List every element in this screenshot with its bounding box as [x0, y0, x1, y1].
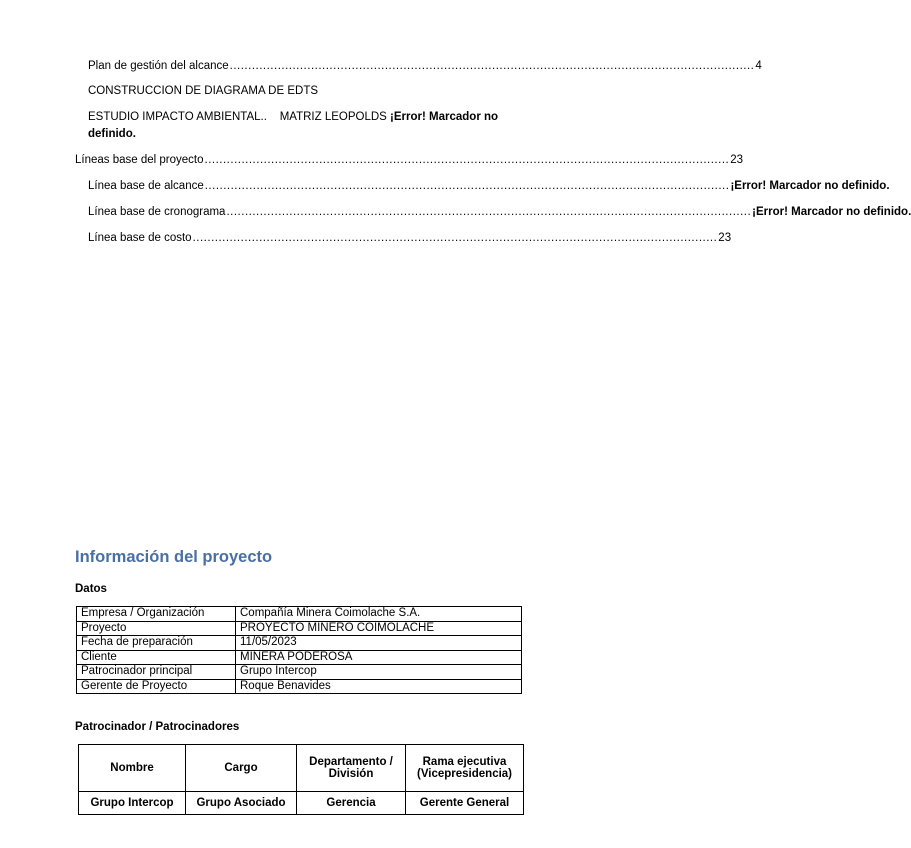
toc-entry-construccion[interactable]: CONSTRUCCION DE DIAGRAMA DE EDTS — [88, 85, 319, 97]
datos-table — [76, 606, 522, 694]
toc-entry-linea-alcance[interactable] — [88, 179, 890, 193]
toc-entry-linea-cronograma[interactable] — [88, 205, 911, 219]
toc-entry-title: Línea base de cronograma — [88, 206, 226, 218]
datos-value: Grupo Intercop — [236, 665, 522, 680]
toc-error-text: ¡Error! Marcador no definido. — [730, 180, 890, 192]
datos-value: 11/05/2023 — [236, 636, 522, 651]
cell-cargo: Grupo Asociado — [186, 792, 297, 815]
column-header-rama-ejecutiva: Rama ejecutiva (Vicepresidencia) — [406, 745, 524, 792]
datos-key: Gerente de Proyecto — [77, 679, 236, 694]
toc-entry-title: ESTUDIO IMPACTO AMBIENTAL.. MATRIZ LEOPOLDS — [88, 111, 391, 123]
patrocinadores-title: Patrocinador / Patrocinadores — [75, 721, 240, 733]
toc-leader-dots: .............................................................................................................................................. — [226, 206, 752, 218]
toc-entry-linea-costo[interactable] — [88, 231, 732, 245]
datos-key: Empresa / Organización — [77, 607, 236, 622]
table-row — [77, 621, 522, 636]
table-row — [79, 792, 524, 815]
toc-entry-title: Líneas base del proyecto — [75, 154, 204, 166]
toc-entry-title: Plan de gestión del alcance — [88, 60, 229, 72]
toc-entry-lineas-base[interactable] — [75, 153, 744, 167]
table-row — [77, 636, 522, 651]
table-row — [77, 679, 522, 694]
toc-entry-title: Línea base de alcance — [88, 180, 204, 192]
table-row — [77, 650, 522, 665]
column-header-departamento: Departamento / División — [297, 745, 406, 792]
patrocinadores-table — [78, 744, 524, 815]
column-header-nombre: Nombre — [79, 745, 186, 792]
toc-page-number: 23 — [718, 232, 732, 244]
datos-key: Proyecto — [77, 621, 236, 636]
toc-leader-dots: .............................................................................................................................................. — [204, 180, 730, 192]
table-row — [77, 665, 522, 680]
toc-entry-plan-alcance[interactable] — [88, 59, 762, 73]
toc-page-number: 23 — [730, 154, 744, 166]
datos-value: MINERA PODEROSA — [236, 650, 522, 665]
toc-error-text: ¡Error! Marcador no definido. — [752, 206, 911, 218]
toc-leader-dots: .............................................................................................................................................. — [229, 60, 755, 72]
section-title: Información del proyecto — [75, 548, 273, 566]
datos-key: Patrocinador principal — [77, 665, 236, 680]
datos-title: Datos — [75, 583, 107, 595]
toc-entry-estudio[interactable] — [88, 109, 532, 143]
toc-leader-dots: .............................................................................................................................................. — [204, 154, 730, 166]
column-header-cargo: Cargo — [186, 745, 297, 792]
table-header-row — [79, 745, 524, 792]
datos-value: Roque Benavides — [236, 679, 522, 694]
cell-nombre: Grupo Intercop — [79, 792, 186, 815]
toc-entry-title: Línea base de costo — [88, 232, 192, 244]
cell-departamento: Gerencia — [297, 792, 406, 815]
table-row — [77, 607, 522, 622]
datos-value: Compañía Minera Coimolache S.A. — [236, 607, 522, 622]
toc-error-text: ¡Error! Marcador no definido. — [88, 111, 499, 140]
toc-page-number: 4 — [755, 60, 762, 72]
cell-rama-ejecutiva: Gerente General — [406, 792, 524, 815]
toc-leader-dots: .............................................................................................................................................. — [192, 232, 718, 244]
datos-value: PROYECTO MINERO COIMOLACHE — [236, 621, 522, 636]
datos-key: Fecha de preparación — [77, 636, 236, 651]
datos-key: Cliente — [77, 650, 236, 665]
